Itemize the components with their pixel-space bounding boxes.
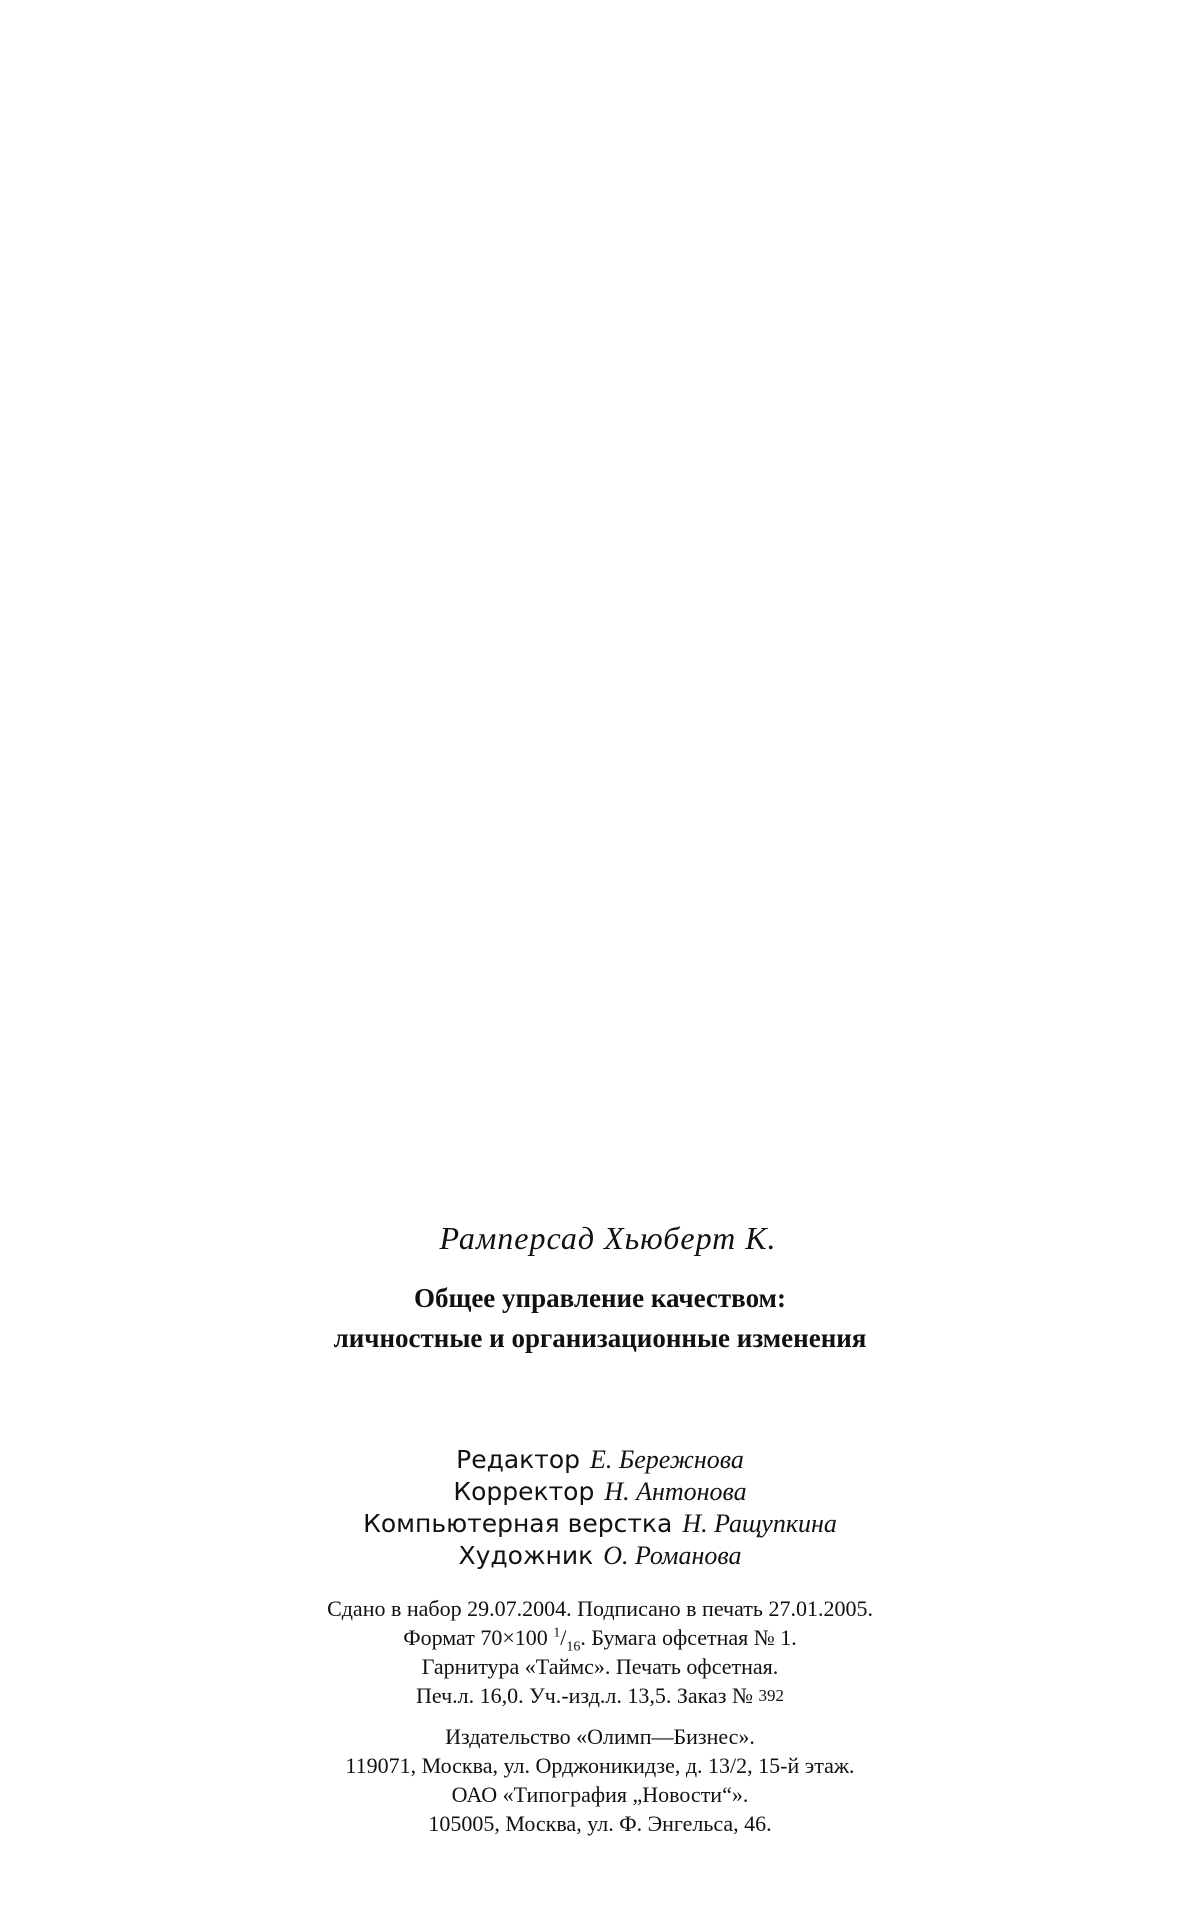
publisher-info	[0, 1722, 1200, 1838]
book-title-line-1: Общее управление качеством:	[414, 1283, 786, 1313]
printer-name: ОАО «Типография „Новости“».	[451, 1782, 749, 1807]
printer-address: 105005, Москва, ул. Ф. Энгельса, 46.	[428, 1811, 772, 1836]
credit-person: Н. Ращупкина	[682, 1509, 837, 1538]
print-typeface: Гарнитура «Таймс». Печать офсетная.	[421, 1654, 779, 1679]
credit-role: Редактор	[456, 1445, 581, 1474]
print-dates: Сдано в набор 29.07.2004. Подписано в печать 27.01.2005.	[327, 1596, 873, 1621]
publisher-name: Издательство «Олимп—Бизнес».	[445, 1724, 755, 1749]
format-denominator: 16	[566, 1639, 581, 1655]
staff-credits	[0, 1444, 1200, 1572]
format-slash: /	[560, 1625, 567, 1650]
print-volume	[0, 1681, 1200, 1710]
imprint-page	[0, 1218, 1200, 1838]
credit-role: Компьютерная верстка	[363, 1509, 673, 1538]
credit-role: Художник	[458, 1541, 594, 1570]
format-prefix: Формат 70×100	[403, 1625, 548, 1650]
print-format	[0, 1623, 1200, 1655]
book-title-line-2: личностные и организационные изменения	[333, 1323, 867, 1353]
credit-person: Н. Антонова	[604, 1477, 747, 1506]
credit-proofreader	[0, 1476, 1200, 1508]
format-numerator: 1	[553, 1625, 561, 1641]
credit-person: О. Романова	[603, 1541, 742, 1570]
volume-text: Печ.л. 16,0. Уч.-изд.л. 13,5. Заказ №	[416, 1683, 753, 1708]
credit-person: Е. Бережнова	[590, 1445, 744, 1474]
credit-artist	[0, 1540, 1200, 1572]
credit-role: Корректор	[453, 1477, 595, 1506]
publisher-address: 119071, Москва, ул. Орджоникидзе, д. 13/2, 15-й этаж.	[345, 1753, 855, 1778]
credit-editor	[0, 1444, 1200, 1476]
credit-layout	[0, 1508, 1200, 1540]
author-name: Рамперсад Хьюберт К.	[439, 1220, 777, 1256]
book-title	[0, 1278, 1200, 1358]
print-specs	[0, 1594, 1200, 1710]
order-number: 392	[758, 1686, 784, 1705]
format-suffix: . Бумага офсетная № 1.	[580, 1625, 797, 1650]
